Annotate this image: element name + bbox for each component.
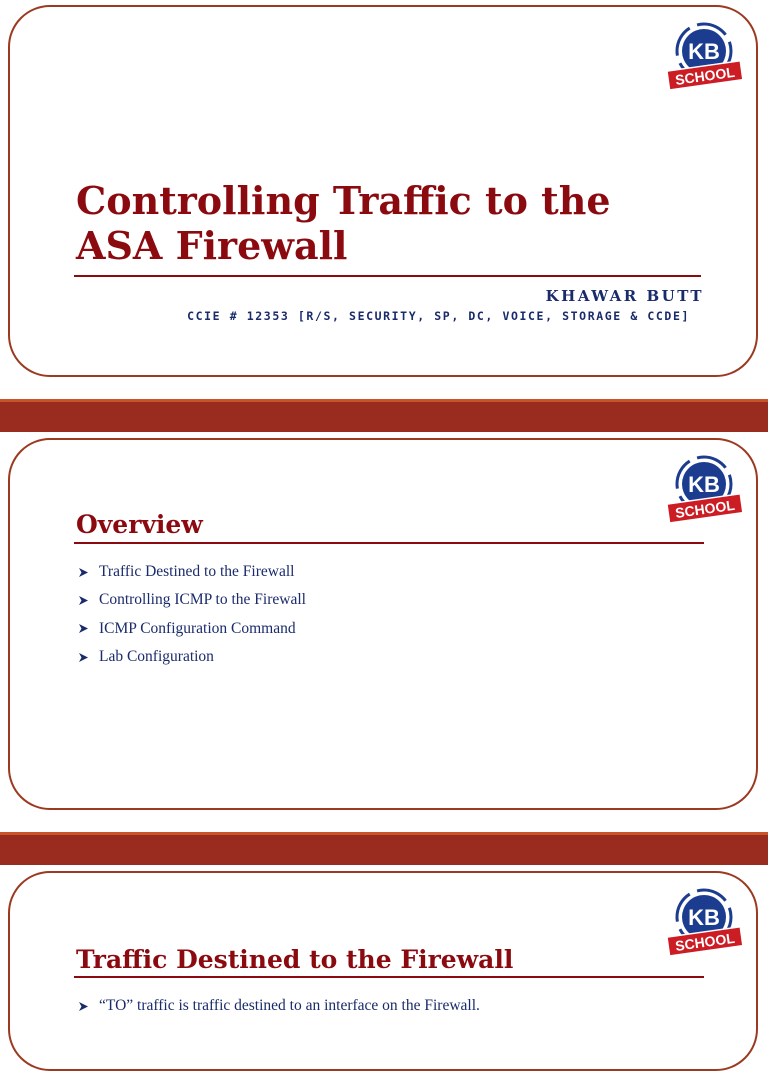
list-item: ICMP Configuration Command bbox=[78, 615, 306, 643]
arrowhead-bullet-icon bbox=[78, 595, 89, 606]
title-line-2: ASA Firewall bbox=[76, 223, 348, 268]
overview-slide bbox=[8, 438, 758, 810]
arrowhead-bullet-icon bbox=[78, 1001, 89, 1012]
slide-divider-band bbox=[0, 399, 768, 432]
arrowhead-bullet-icon bbox=[78, 652, 89, 663]
kb-school-logo bbox=[662, 21, 746, 93]
author-credentials: CCIE # 12353 [R/S, SECURITY, SP, DC, VOICE, STORAGE & CCDE] bbox=[187, 309, 690, 323]
overview-rule bbox=[74, 542, 704, 544]
traffic-destined-slide bbox=[8, 871, 758, 1071]
overview-title: Overview bbox=[76, 510, 203, 539]
kb-school-logo bbox=[662, 887, 746, 959]
title-line-1: Controlling Traffic to the bbox=[76, 178, 611, 223]
list-item: Lab Configuration bbox=[78, 643, 306, 671]
list-item: “TO” traffic is traffic destined to an interface on the Firewall. bbox=[78, 992, 480, 1020]
kb-school-logo bbox=[662, 454, 746, 526]
list-item: Traffic Destined to the Firewall bbox=[78, 558, 306, 586]
traffic-destined-title: Traffic Destined to the Firewall bbox=[76, 945, 514, 974]
title-rule bbox=[74, 275, 701, 277]
traffic-destined-list bbox=[78, 992, 480, 1020]
arrowhead-bullet-icon bbox=[78, 567, 89, 578]
traffic-destined-rule bbox=[74, 976, 704, 978]
overview-list bbox=[78, 558, 306, 671]
author-name: KHAWAR BUTT bbox=[545, 287, 704, 305]
slide-divider-band bbox=[0, 832, 768, 865]
arrowhead-bullet-icon bbox=[78, 623, 89, 634]
list-item: Controlling ICMP to the Firewall bbox=[78, 586, 306, 614]
